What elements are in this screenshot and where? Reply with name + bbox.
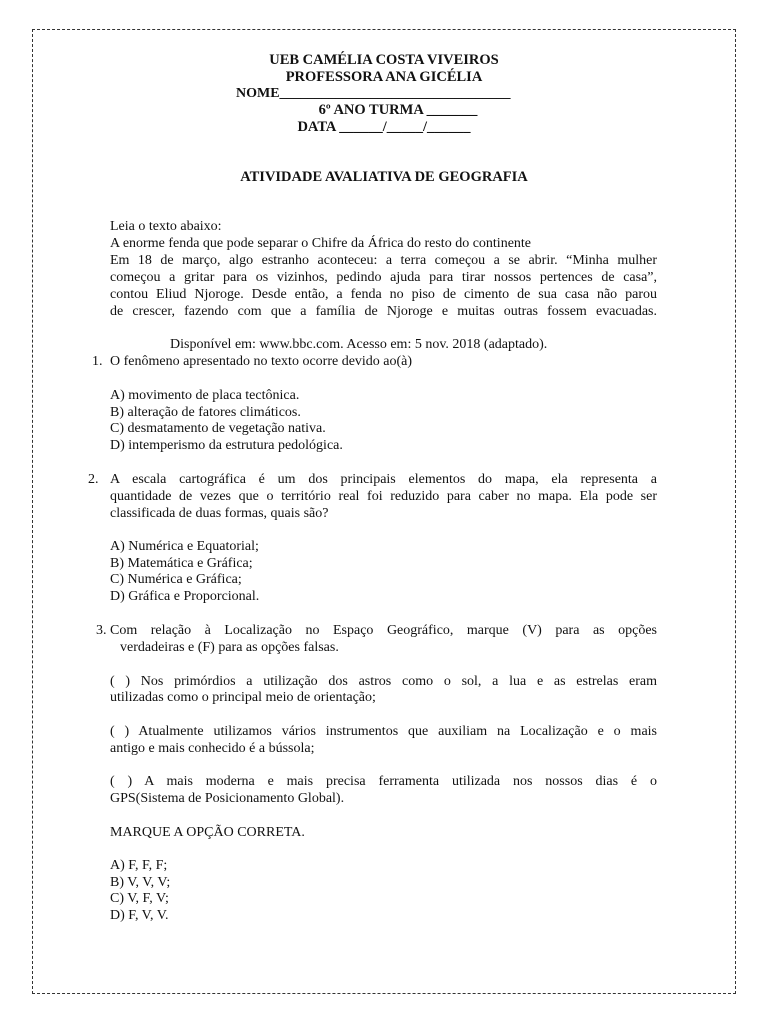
question-2-line: A escala cartográfica é um dos principais elementos do mapa, ela representa a (110, 472, 657, 487)
question-number: 2. (88, 472, 99, 487)
question-2-line: quantidade de vezes que o território real foi reduzido para caber no mapa. Ela pode ser (110, 489, 657, 504)
q1-option-a: A) movimento de placa tectônica. (110, 388, 300, 403)
reading-line: começou a gritar para os vizinhos, pedindo ajuda para tirar nossos pertences de casa”, (110, 270, 657, 285)
q1-option-c: C) desmatamento de vegetação nativa. (110, 421, 326, 436)
q2-option-a: A) Numérica e Equatorial; (110, 539, 259, 554)
school-name: UEB CAMÉLIA COSTA VIVEIROS (269, 52, 499, 68)
reading-intro: Leia o texto abaixo: (110, 219, 222, 234)
page-title: ATIVIDADE AVALIATIVA DE GEOGRAFIA (240, 169, 528, 185)
question-number: 1. (92, 354, 103, 369)
q3-item-2-line: antigo e mais conhecido é a bússola; (110, 741, 315, 756)
q3-option-b: B) V, V, V; (110, 875, 171, 890)
q3-option-a: A) F, F, F; (110, 858, 168, 873)
reading-source: Disponível em: www.bbc.com. Acesso em: 5 nov. 2018 (adaptado). (170, 337, 548, 352)
reading-headline: A enorme fenda que pode separar o Chifre da África do resto do continente (110, 236, 532, 251)
q3-item-3-line: ( ) A mais moderna e mais precisa ferramenta utilizada nos nossos dias é o (110, 774, 657, 789)
q3-item-3-line: GPS(Sistema de Posicionamento Global). (110, 791, 345, 806)
teacher-name: PROFESSORA ANA GICÉLIA (285, 69, 483, 85)
reading-line: contou Eliud Njoroge. Desde então, a fenda no piso de cimento de sua casa não parou (110, 287, 657, 302)
question-number: 3. (96, 623, 107, 638)
question-3-line: Com relação à Localização no Espaço Geográfico, marque (V) para as opções (110, 623, 657, 638)
q1-option-d: D) intemperismo da estrutura pedológica. (110, 438, 343, 453)
q1-option-b: B) alteração de fatores climáticos. (110, 405, 301, 420)
q2-option-c: C) Numérica e Gráfica; (110, 572, 242, 587)
class-field: 6º ANO TURMA _______ (318, 102, 478, 118)
name-field: NOME_________________________________ (236, 86, 511, 101)
question-1-statement: O fenômeno apresentado no texto ocorre devido ao(à) (110, 354, 413, 369)
q3-instruction: MARQUE A OPÇÃO CORRETA. (110, 825, 305, 840)
question-2-line: classificada de duas formas, quais são? (110, 506, 329, 521)
q2-option-b: B) Matemática e Gráfica; (110, 556, 253, 571)
q3-item-2-line: ( ) Atualmente utilizamos vários instrumentos que auxiliam na Localização e o mais (110, 724, 657, 739)
q3-option-d: D) F, V, V. (110, 908, 169, 923)
date-field: DATA ______/_____/______ (297, 119, 471, 135)
question-3-line: verdadeiras e (F) para as opções falsas. (120, 640, 339, 655)
q2-option-d: D) Gráfica e Proporcional. (110, 589, 260, 604)
q3-item-1-line: ( ) Nos primórdios a utilização dos astros como o sol, a lua e as estrelas eram (110, 674, 657, 689)
reading-line: Em 18 de março, algo estranho aconteceu: a terra começou a se abrir. “Minha mulher (110, 253, 657, 268)
q3-option-c: C) V, F, V; (110, 891, 169, 906)
q3-item-1-line: utilizadas como o principal meio de orientação; (110, 690, 376, 705)
reading-line: de crescer, fazendo com que a família de Njoroge e muitas outras fossem evacuadas. (110, 304, 657, 319)
